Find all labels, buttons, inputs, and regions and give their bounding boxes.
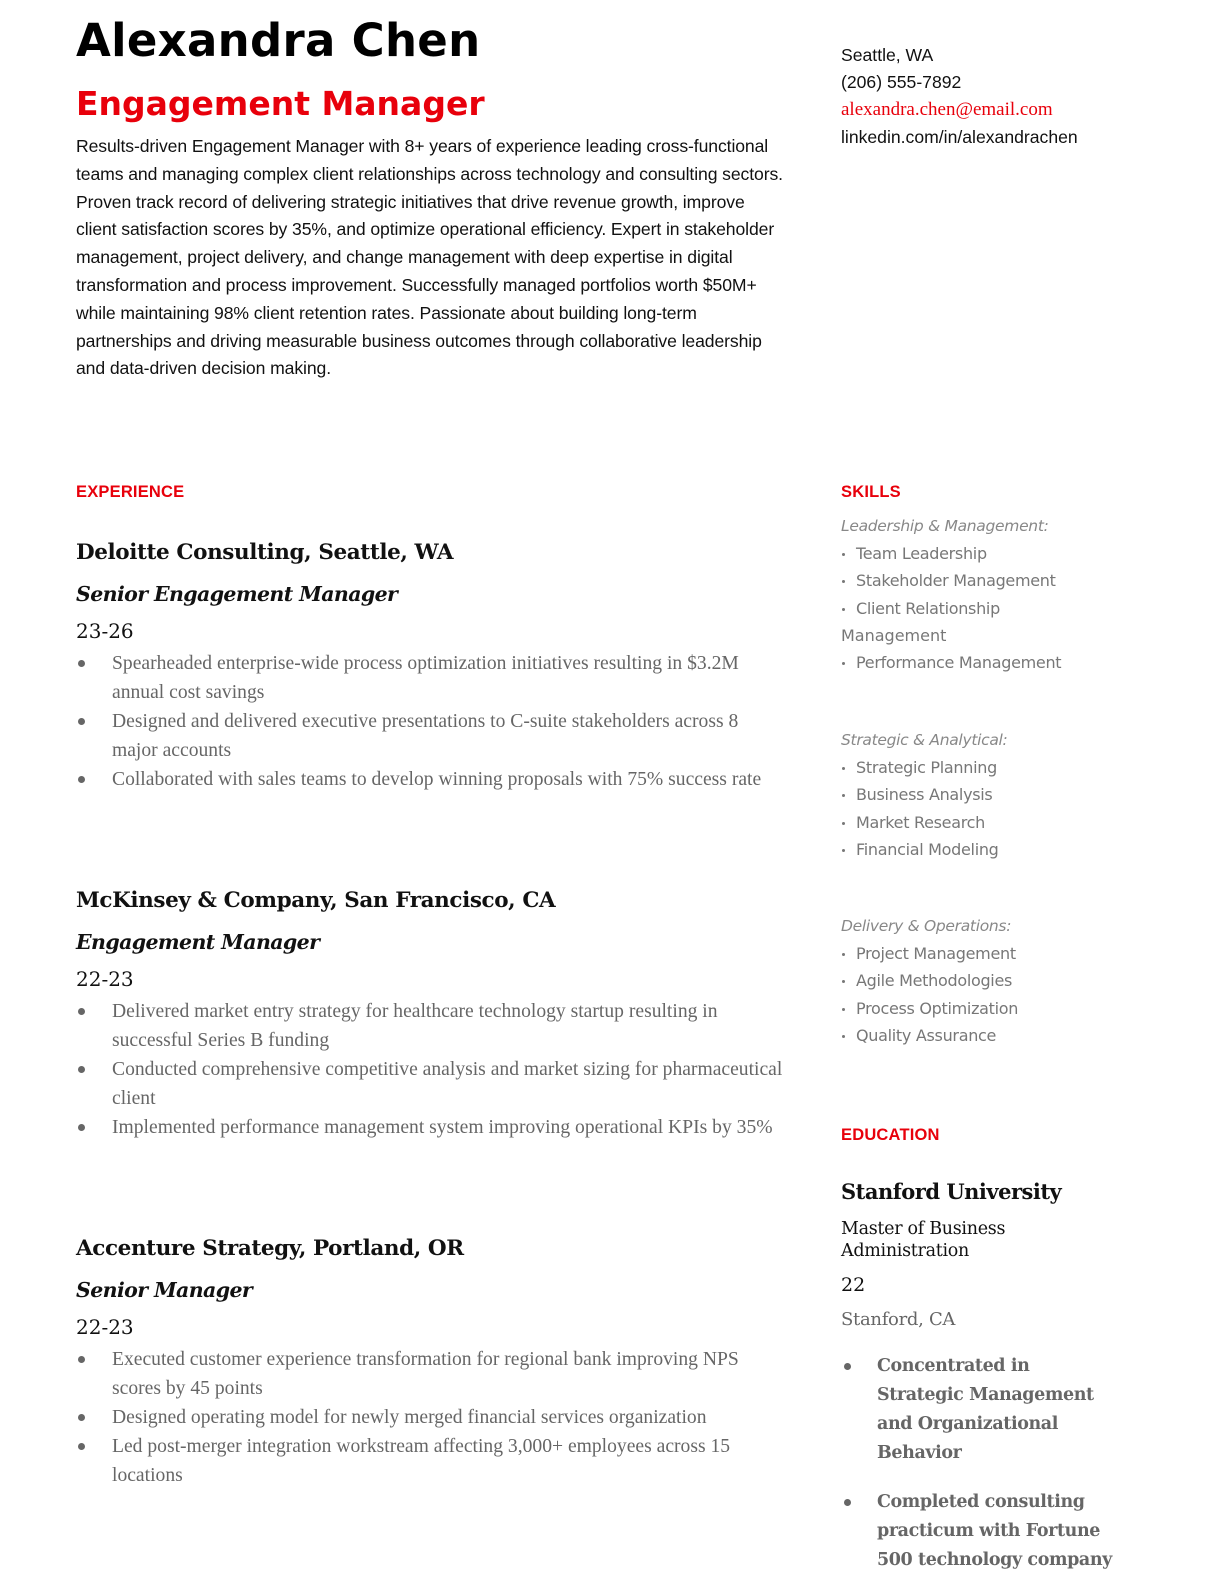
skills-heading: SKILLS: [841, 483, 901, 501]
skill-text: Performance Management: [856, 653, 1062, 673]
skill-item: [841, 781, 1131, 808]
job-entry: [76, 1234, 786, 1490]
bullet-icon: [842, 794, 845, 797]
skill-text: Financial Modeling: [856, 839, 999, 859]
bullet-icon: [78, 776, 85, 783]
bullet-icon: [842, 662, 845, 665]
job-role: Senior Manager: [76, 1278, 253, 1302]
bullet-icon: [844, 1363, 851, 1370]
job-bullet: [76, 1113, 786, 1142]
bullet-text: Implemented performance management system improving operational KPIs by 35%: [112, 1117, 773, 1138]
bullet-icon: [842, 1035, 845, 1038]
education-bullet: [841, 1488, 1121, 1575]
skill-item: [841, 649, 1131, 676]
contact-block: [841, 42, 1171, 151]
bullet-text: Completed consulting practicum with Fortune 500 technology company: [877, 1492, 1112, 1570]
job-dates: 22-23: [76, 967, 134, 991]
bullet-icon: [78, 1356, 85, 1363]
skill-item: [841, 967, 1131, 994]
skill-item: [841, 809, 1131, 836]
skill-item-continuation: Management: [841, 625, 947, 645]
skill-category: Strategic & Analytical:: [841, 731, 1008, 749]
experience-heading: EXPERIENCE: [76, 483, 185, 501]
skill-item: [841, 940, 1131, 967]
contact-email-link[interactable]: alexandra.chen@email.com: [841, 99, 1053, 121]
education-entry: [841, 1176, 1121, 1584]
education-degree: Master of Business Administration: [841, 1219, 1006, 1261]
professional-summary: Results-driven Engagement Manager with 8+ years of experience leading cross-functional teams and managing complex client relationships across technology and consulting sectors. Proven track record of delivering strategic initiatives that drive revenue growth, improve client satisfaction scores by 35%, and optimize operational efficiency. Expert in stakeholder management, project delivery, and change management with deep expertise in digital transformation and process improvement. Successfully managed portfolios worth $50M+ while maintaining 98% client retention rates. Passionate about building long-term partnerships and driving measurable business outcomes through collaborative leadership and data-driven decision making.: [76, 136, 783, 379]
bullet-text: Delivered market entry strategy for healthcare technology startup resulting in successful Series B funding: [112, 1001, 718, 1051]
skill-text: Stakeholder Management: [856, 571, 1056, 591]
job-bullet: [76, 707, 786, 765]
bullet-text: Designed and delivered executive presentations to C-suite stakeholders across 8 major accounts: [112, 711, 739, 761]
bullet-text: Concentrated in Strategic Management and Organizational Behavior: [877, 1356, 1094, 1463]
bullet-text: Executed customer experience transformation for regional bank improving NPS scores by 45 points: [112, 1349, 739, 1399]
skill-group: [841, 513, 1131, 676]
bullet-text: Led post-merger integration workstream affecting 3,000+ employees across 15 locations: [112, 1436, 731, 1486]
education-bullet: [841, 1352, 1121, 1468]
bullet-icon: [78, 660, 85, 667]
education-year: 22: [841, 1274, 866, 1296]
candidate-name: Alexandra Chen: [76, 14, 481, 67]
skill-item: [841, 567, 1131, 594]
bullet-text: Spearheaded enterprise-wide process optimization initiatives resulting in $3.2M annual cost savings: [112, 653, 739, 703]
skill-item: [841, 836, 1131, 863]
skill-category: Leadership & Management:: [841, 517, 1049, 535]
skill-category: Delivery & Operations:: [841, 917, 1012, 935]
contact-phone: (206) 555-7892: [841, 72, 962, 93]
skill-text: Market Research: [856, 812, 985, 832]
bullet-icon: [842, 553, 845, 556]
bullet-icon: [842, 1008, 845, 1011]
job-role: Engagement Manager: [76, 930, 320, 954]
job-entry: [76, 886, 786, 1142]
bullet-icon: [78, 1414, 85, 1421]
bullet-icon: [842, 580, 845, 583]
job-entry: [76, 538, 786, 794]
skill-text: Business Analysis: [856, 785, 993, 805]
bullet-icon: [842, 822, 845, 825]
bullet-icon: [78, 718, 85, 725]
bullet-text: Conducted comprehensive competitive analysis and market sizing for pharmaceutical client: [112, 1059, 783, 1109]
job-bullet: [76, 1345, 786, 1403]
job-bullet: [76, 765, 786, 794]
job-bullets: [76, 649, 786, 794]
skill-item: [841, 540, 1131, 567]
bullet-icon: [842, 980, 845, 983]
job-bullet: [76, 1403, 786, 1432]
candidate-title: Engagement Manager: [76, 84, 485, 123]
skill-text: Process Optimization: [856, 998, 1019, 1018]
skill-group: [841, 727, 1131, 863]
bullet-icon: [844, 1499, 851, 1506]
bullet-text: Designed operating model for newly merged financial services organization: [112, 1407, 707, 1428]
skill-text: Team Leadership: [856, 544, 987, 564]
job-bullets: [76, 1345, 786, 1490]
job-bullet: [76, 997, 786, 1055]
bullet-icon: [78, 1008, 85, 1015]
bullet-text: Collaborated with sales teams to develop winning proposals with 75% success rate: [112, 769, 762, 790]
job-dates: 23-26: [76, 619, 134, 643]
job-bullet: [76, 1055, 786, 1113]
education-bullets: [841, 1352, 1121, 1575]
job-company: Accenture Strategy, Portland, OR: [76, 1236, 464, 1261]
contact-linkedin-link[interactable]: linkedin.com/in/alexandrachen: [841, 126, 1078, 147]
skill-item: [841, 1022, 1131, 1049]
bullet-icon: [842, 767, 845, 770]
contact-location: Seattle, WA: [841, 45, 934, 65]
skill-text: Strategic Planning: [856, 758, 997, 778]
education-location: Stanford, CA: [841, 1309, 956, 1330]
job-bullets: [76, 997, 786, 1142]
skill-item: [841, 595, 1131, 622]
skill-text: Agile Methodologies: [856, 971, 1013, 991]
skill-text: Quality Assurance: [856, 1025, 997, 1045]
bullet-icon: [842, 953, 845, 956]
bullet-icon: [78, 1124, 85, 1131]
skill-text: Client Relationship: [856, 598, 1000, 618]
skill-text: Project Management: [856, 944, 1016, 964]
bullet-icon: [78, 1066, 85, 1073]
education-school: Stanford University: [841, 1179, 1062, 1204]
job-role: Senior Engagement Manager: [76, 582, 398, 606]
education-heading: EDUCATION: [841, 1126, 940, 1144]
bullet-icon: [842, 608, 845, 611]
bullet-icon: [842, 849, 845, 852]
skill-item: [841, 995, 1131, 1022]
job-bullet: [76, 649, 786, 707]
skill-group: [841, 913, 1131, 1049]
skill-item: [841, 754, 1131, 781]
job-bullet: [76, 1432, 786, 1490]
job-dates: 22-23: [76, 1315, 134, 1339]
bullet-icon: [78, 1443, 85, 1450]
job-company: McKinsey & Company, San Francisco, CA: [76, 888, 556, 913]
job-company: Deloitte Consulting, Seattle, WA: [76, 540, 454, 565]
